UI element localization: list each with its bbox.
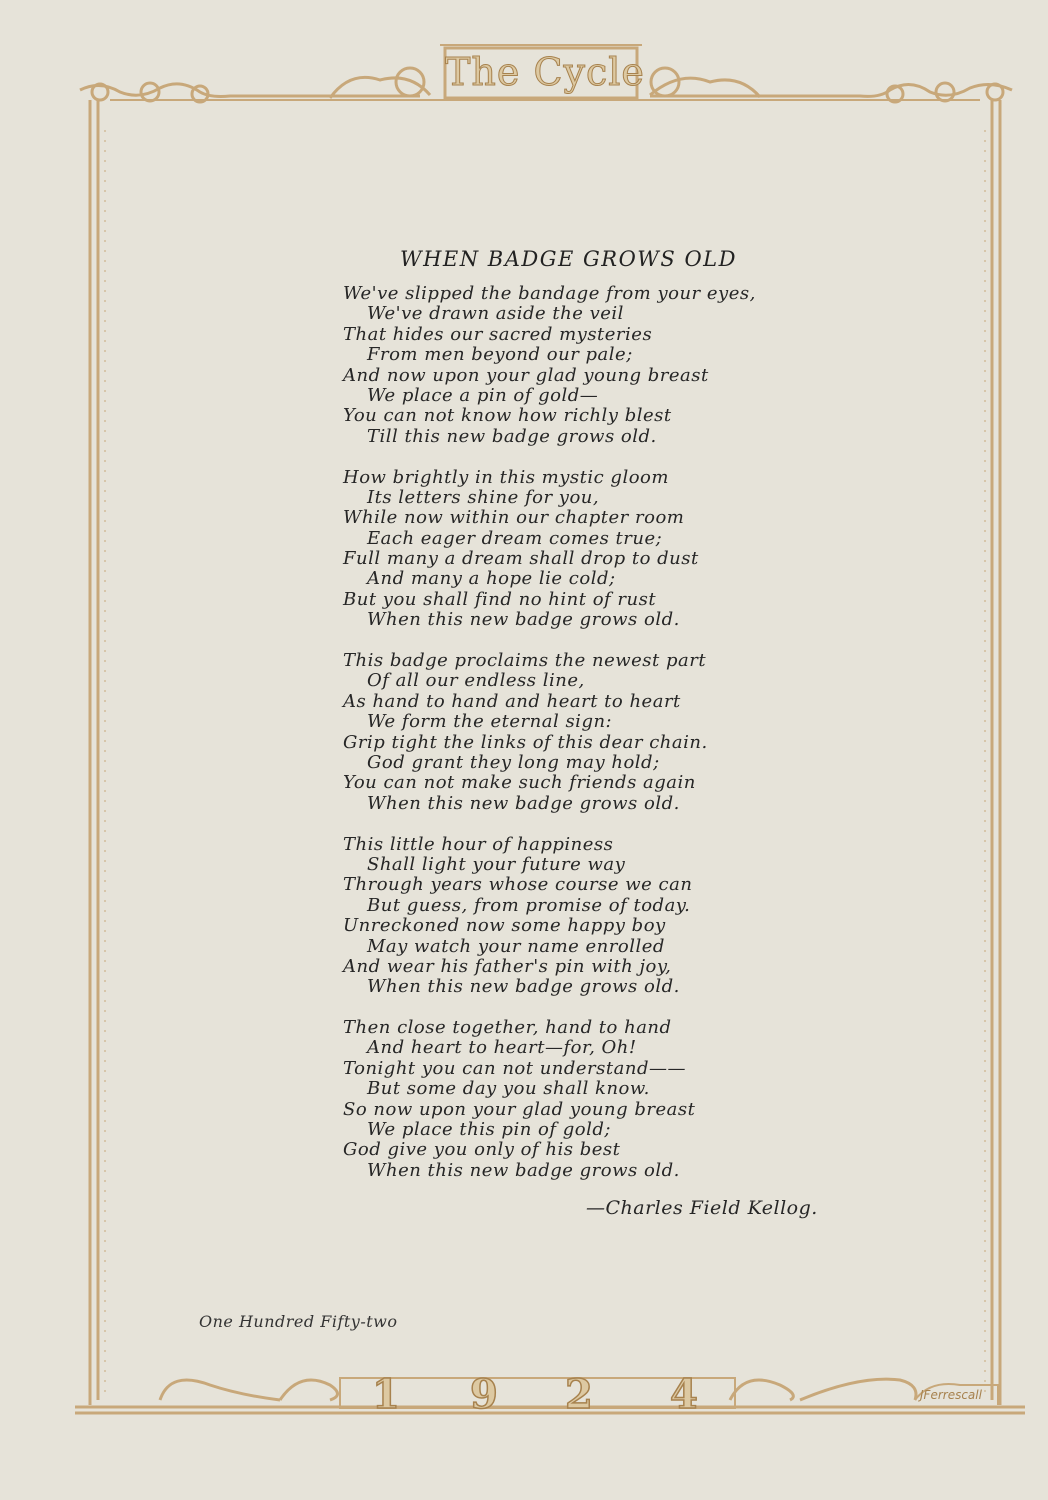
stanza [343,284,843,447]
stanza [343,651,843,814]
poem-line: Each eager dream comes true; [367,527,663,549]
poem-line: God grant they long may hold; [367,751,660,773]
poem-line: As hand to hand and heart to heart [343,690,681,712]
poem-line: So now upon your glad young breast [343,1098,696,1120]
poem-line: You can not know how richly blest [343,405,672,427]
poem-line: That hides our sacred mysteries [343,323,653,345]
poem-line: Unreckoned now some happy boy [343,915,666,937]
poem-line: How brightly in this mystic gloom [343,466,669,488]
year-digit-1: 1 [372,1371,400,1418]
poem-line: And now upon your glad young breast [343,364,709,386]
poem-line: And many a hope lie cold; [367,568,616,590]
page-number: One Hundred Fifty-two [199,1312,398,1331]
poem-line: May watch your name enrolled [367,935,665,957]
poem-line: While now within our chapter room [343,507,685,529]
poem-line: We've slipped the bandage from your eyes, [343,283,756,304]
poem-line: Tonight you can not understand—— [343,1057,686,1079]
year-digit-2: 9 [470,1371,498,1418]
poem-line: We form the eternal sign: [367,711,613,733]
header-title: The Cycle [445,50,645,94]
poem-line: Till this new badge grows old. [367,425,657,447]
poem-line: But you shall find no hint of rust [343,588,657,610]
poem-line: Of all our endless line, [367,670,585,692]
poem-line: But some day you shall know. [367,1078,650,1100]
poem-body [343,284,843,1202]
stanza [343,468,843,631]
poem-line: When this new badge grows old. [367,1159,680,1181]
poem-line: Then close together, hand to hand [343,1017,672,1039]
year-digit-4: 4 [670,1371,698,1418]
poem-line: Grip tight the links of this dear chain. [343,731,708,753]
poem-line: God give you only of his best [343,1139,621,1161]
poem-line: Full many a dream shall drop to dust [343,548,699,570]
poem-line: When this new badge grows old. [367,976,680,998]
poem-line: This badge proclaims the newest part [343,650,707,672]
poem-line: When this new badge grows old. [367,792,680,814]
poem-line: This little hour of happiness [343,833,614,855]
poem-line: From men beyond our pale; [367,344,633,366]
stanza [343,1018,843,1181]
poem-line: Its letters shine for you, [367,486,600,508]
poem-line: And heart to heart—for, Oh! [367,1037,637,1059]
poem-line: When this new badge grows old. [367,609,680,631]
year-digit-3: 2 [565,1371,593,1418]
poem-line: Shall light your future way [367,853,626,875]
stanza [343,835,843,998]
poem-line: And wear his father's pin with joy, [343,955,672,977]
poem-line: We place a pin of gold— [367,384,599,406]
poem-line: But guess, from promise of today. [367,894,691,916]
poem-line: We place this pin of gold; [367,1119,611,1141]
poem-attribution: —Charles Field Kellog. [586,1197,818,1219]
poem-line: We've drawn aside the veil [367,303,624,325]
artist-signature: JFerrescall [920,1388,982,1402]
poem-line: Through years whose course we can [343,874,693,896]
poem-title: WHEN BADGE GROWS OLD [400,247,737,271]
poem-line: You can not make such friends again [343,772,696,794]
